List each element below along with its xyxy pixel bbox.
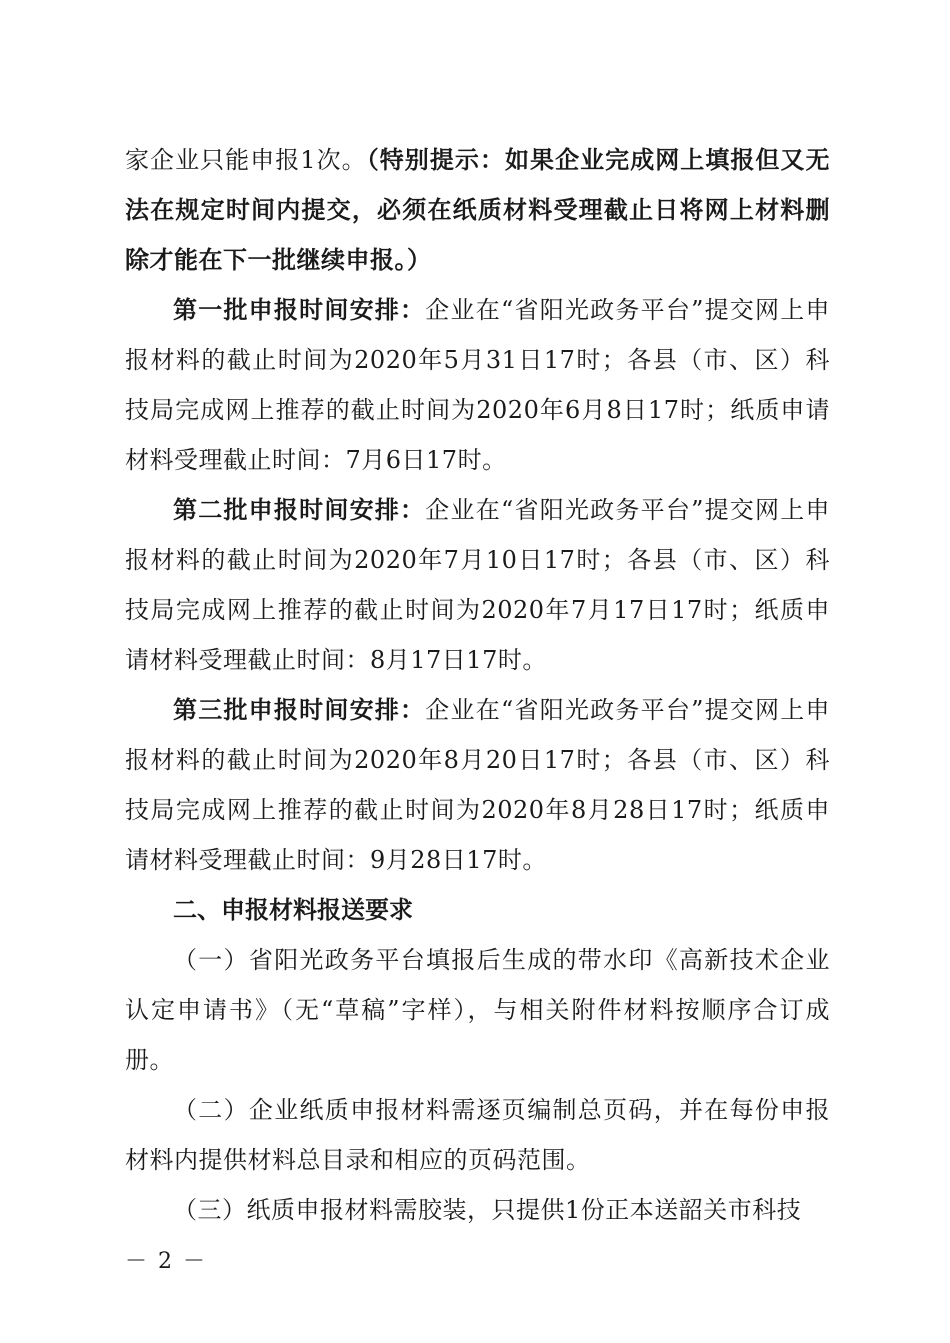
- item-1-text: （一）省阳光政务平台填报后生成的带水印《高新技术企业认定申请书》（无“草稿”字样），与相关附件材料按顺序合订成册。: [125, 946, 830, 1074]
- paragraph-item-1: [125, 935, 830, 1085]
- section-heading: 二、申报材料报送要求: [173, 895, 413, 924]
- paragraph-item-2: [125, 1085, 830, 1185]
- item-2-text: （二）企业纸质申报材料需逐页编制总页码，并在每份申报材料内提供材料总目录和相应的页码范围。: [125, 1096, 830, 1174]
- paragraph-item-3: [125, 1185, 830, 1235]
- batch-1-text: 企业在“省阳光政务平台”提交网上申报材料的截止时间为2020年5月31日17时；各县（市、区）科技局完成网上推荐的截止时间为2020年6月8日17时；纸质申请材料受理截止时间：7月6日17时。: [125, 296, 830, 474]
- page-number: － 2 －: [125, 1249, 207, 1274]
- paragraph-batch-2: [125, 485, 830, 685]
- paragraph-batch-3: [125, 685, 830, 885]
- special-notice-text: （特别提示：如果企业完成网上填报但又无法在规定时间内提交，必须在纸质材料受理截止日将网上材料删除才能在下一批继续申报。）: [125, 145, 831, 274]
- batch-3-text: 企业在“省阳光政务平台”提交网上申报材料的截止时间为2020年8月20日17时；各县（市、区）科技局完成网上推荐的截止时间为2020年8月28日17时；纸质申请材料受理截止时间：9月28日17时。: [125, 696, 830, 874]
- item-3-text: （三）纸质申报材料需胶装，只提供1份正本送韶关市科技: [173, 1196, 802, 1224]
- paragraph-batch-1: [125, 285, 830, 485]
- paragraph-text: 家企业只能申报1次。: [125, 146, 367, 174]
- batch-3-label: 第三批申报时间安排：: [173, 695, 426, 724]
- batch-1-label: 第一批申报时间安排：: [173, 295, 426, 324]
- paragraph-special-notice: [125, 135, 830, 285]
- batch-2-text: 企业在“省阳光政务平台”提交网上申报材料的截止时间为2020年7月10日17时；各县（市、区）科技局完成网上推荐的截止时间为2020年7月17日17时；纸质申请材料受理截止时间：8月17日17时。: [125, 496, 830, 674]
- batch-2-label: 第二批申报时间安排：: [173, 495, 426, 524]
